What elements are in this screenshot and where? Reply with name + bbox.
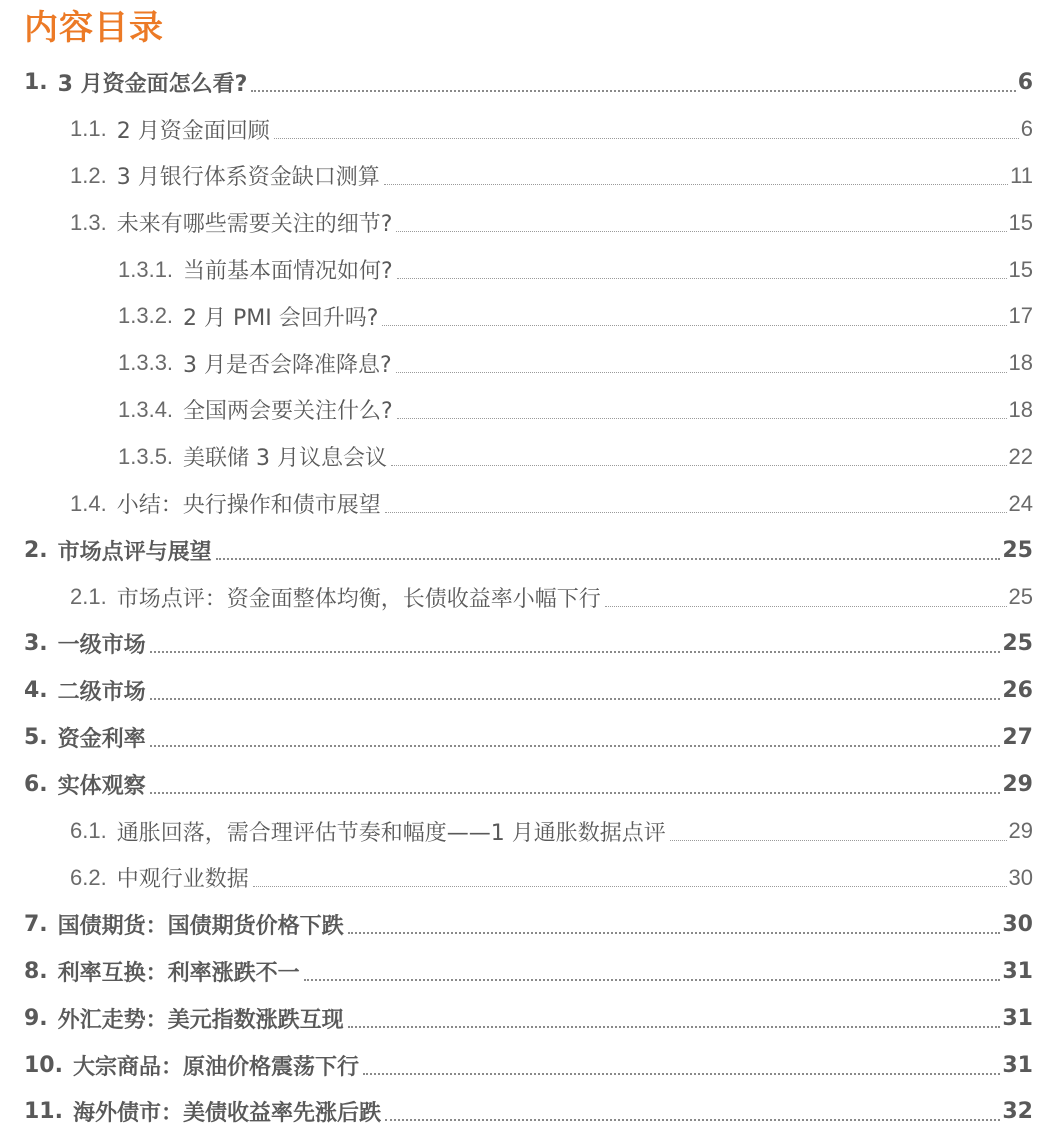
- dot-leader: [150, 698, 1001, 700]
- toc-entry-title: 3 月资金面怎么看?: [57, 71, 248, 97]
- toc-entry-number: 2.1.: [70, 584, 107, 610]
- toc-list: [0, 59, 1051, 1135]
- toc-entry-number: 1.: [24, 69, 48, 95]
- toc-entry-page: 15: [1008, 209, 1033, 235]
- toc-entry-number: 6.2.: [70, 864, 107, 890]
- dot-leader: [605, 606, 1007, 607]
- toc-entry-title: 外汇走势：美元指数涨跌互现: [57, 1007, 344, 1033]
- toc-entry-page: 30: [1002, 912, 1033, 938]
- toc-entry-title: 3 月是否会降准降息?: [183, 352, 392, 378]
- toc-entry-page: 25: [1008, 584, 1033, 610]
- toc-entry-page: 29: [1008, 818, 1033, 844]
- toc-entry-page: 30: [1008, 864, 1033, 890]
- toc-entry-title: 市场点评与展望: [57, 539, 212, 565]
- toc-entry[interactable]: [0, 387, 1051, 434]
- toc-entry-number: 8.: [24, 959, 48, 985]
- toc-entry-number: 4.: [24, 678, 48, 704]
- toc-entry[interactable]: [0, 855, 1051, 902]
- toc-entry-title: 国债期货：国债期货价格下跌: [57, 914, 344, 940]
- toc-entry-number: 5.: [24, 725, 48, 751]
- dot-leader: [304, 979, 1001, 981]
- toc-entry-title: 二级市场: [57, 680, 146, 706]
- toc-entry-number: 11.: [24, 1099, 63, 1125]
- toc-entry-page: 6: [1017, 69, 1033, 95]
- toc-entry[interactable]: [0, 433, 1051, 480]
- toc-entry-title: 市场点评：资金面整体均衡，长债收益率小幅下行: [116, 586, 601, 612]
- toc-entry[interactable]: [0, 59, 1051, 106]
- toc-entry[interactable]: [0, 480, 1051, 527]
- toc-entry[interactable]: [0, 340, 1051, 387]
- toc-entry[interactable]: [0, 199, 1051, 246]
- toc-entry[interactable]: [0, 621, 1051, 668]
- toc-entry-number: 1.3.1.: [118, 256, 174, 282]
- toc-entry-title: 利率互换：利率涨跌不一: [57, 961, 300, 987]
- dot-leader: [216, 558, 1001, 560]
- toc-entry-title: 一级市场: [57, 633, 146, 659]
- dot-leader: [391, 465, 1006, 466]
- toc-entry-page: 29: [1002, 771, 1033, 797]
- toc-entry-number: 6.1.: [70, 818, 107, 844]
- toc-entry-page: 31: [1002, 1005, 1033, 1031]
- dot-leader: [150, 745, 1001, 747]
- toc-entry-number: 1.3.: [70, 209, 107, 235]
- toc-entry-number: 3.: [24, 631, 48, 657]
- toc-entry[interactable]: [0, 667, 1051, 714]
- toc-entry-number: 10.: [24, 1052, 63, 1078]
- dot-leader: [397, 278, 1007, 279]
- toc-entry-title: 海外债市：美债收益率先涨后跌: [72, 1101, 381, 1127]
- toc-entry[interactable]: [0, 714, 1051, 761]
- toc-entry-number: 1.3.2.: [118, 303, 174, 329]
- dot-leader: [251, 90, 1015, 92]
- toc-entry-page: 25: [1002, 631, 1033, 657]
- dot-leader: [396, 231, 1006, 232]
- toc-entry-title: 美联储 3 月议息会议: [183, 446, 388, 472]
- toc-entry-page: 18: [1008, 396, 1033, 422]
- toc-entry-page: 17: [1008, 303, 1033, 329]
- toc-entry-number: 2.: [24, 537, 48, 563]
- toc-entry[interactable]: [0, 293, 1051, 340]
- toc-entry-title: 中观行业数据: [116, 867, 249, 893]
- toc-entry-number: 1.2.: [70, 162, 107, 188]
- toc-entry[interactable]: [0, 948, 1051, 995]
- toc-entry[interactable]: [0, 901, 1051, 948]
- toc-entry-title: 3 月银行体系资金缺口测算: [116, 165, 380, 191]
- toc-entry-page: 24: [1008, 490, 1033, 516]
- dot-leader: [150, 792, 1001, 794]
- toc-entry-title: 未来有哪些需要关注的细节?: [116, 212, 393, 238]
- dot-leader: [670, 840, 1007, 841]
- dot-leader: [274, 138, 1019, 139]
- toc-entry[interactable]: [0, 527, 1051, 574]
- toc-entry-title: 实体观察: [57, 773, 146, 799]
- toc-entry-number: 1.4.: [70, 490, 107, 516]
- toc-entry-page: 31: [1002, 959, 1033, 985]
- toc-entry-number: 6.: [24, 771, 48, 797]
- toc-entry-number: 1.1.: [70, 116, 107, 142]
- toc-entry-number: 1.3.4.: [118, 396, 174, 422]
- toc-entry[interactable]: [0, 808, 1051, 855]
- toc-entry-page: 25: [1002, 537, 1033, 563]
- toc-entry[interactable]: [0, 106, 1051, 153]
- toc-entry-page: 6: [1020, 116, 1033, 142]
- toc-entry-number: 7.: [24, 912, 48, 938]
- toc-entry-page: 31: [1002, 1052, 1033, 1078]
- dot-leader: [382, 325, 1006, 326]
- toc-entry-title: 当前基本面情况如何?: [183, 259, 393, 285]
- toc-entry-title: 全国两会要关注什么?: [183, 399, 393, 425]
- toc-entry-number: 1.3.3.: [118, 350, 174, 376]
- toc-entry-title: 2 月 PMI 会回升吗?: [183, 305, 379, 331]
- dot-leader: [253, 886, 1007, 887]
- toc-entry[interactable]: [0, 1089, 1051, 1136]
- dot-leader: [396, 372, 1007, 373]
- toc-entry[interactable]: [0, 995, 1051, 1042]
- dot-leader: [363, 1073, 1000, 1075]
- dot-leader: [150, 651, 1001, 653]
- toc-entry-title: 通胀回落，需合理评估节奏和幅度——1 月通胀数据点评: [116, 820, 666, 846]
- toc-title: 内容目录: [24, 8, 164, 48]
- toc-entry-title: 2 月资金面回顾: [116, 118, 270, 144]
- toc-entry-page: 27: [1002, 725, 1033, 751]
- toc-entry-page: 18: [1008, 350, 1033, 376]
- toc-entry-number: 1.3.5.: [118, 443, 174, 469]
- toc-entry-title: 小结：央行操作和债市展望: [116, 493, 381, 519]
- toc-entry[interactable]: [0, 574, 1051, 621]
- dot-leader: [385, 512, 1007, 513]
- toc-entry-page: 15: [1008, 256, 1033, 282]
- toc-entry-page: 26: [1002, 678, 1033, 704]
- dot-leader: [385, 1119, 1000, 1121]
- dot-leader: [384, 184, 1008, 185]
- toc-entry-title: 大宗商品：原油价格震荡下行: [72, 1054, 359, 1080]
- toc-entry-number: 9.: [24, 1005, 48, 1031]
- toc-entry-page: 32: [1002, 1099, 1033, 1125]
- dot-leader: [348, 1026, 1001, 1028]
- toc-entry-page: 22: [1008, 443, 1033, 469]
- toc-entry[interactable]: [0, 761, 1051, 808]
- toc-entry-title: 资金利率: [57, 727, 146, 753]
- toc-entry[interactable]: [0, 246, 1051, 293]
- toc-entry[interactable]: [0, 1042, 1051, 1089]
- dot-leader: [348, 932, 1001, 934]
- dot-leader: [397, 418, 1007, 419]
- toc-entry-page: 11: [1010, 162, 1033, 188]
- toc-entry[interactable]: [0, 153, 1051, 200]
